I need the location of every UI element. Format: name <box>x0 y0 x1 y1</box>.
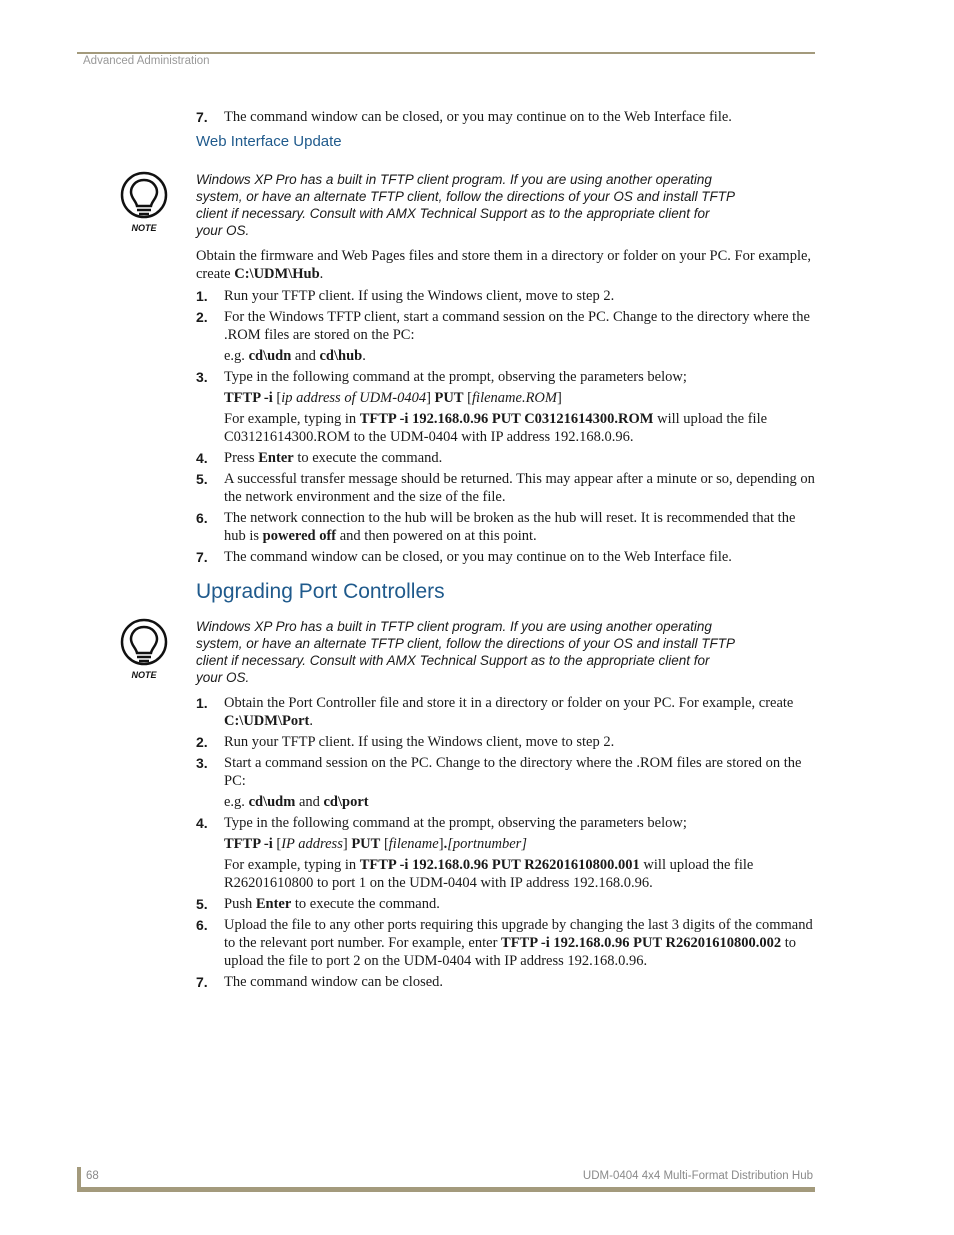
step-number: 2. <box>196 309 208 325</box>
step-text: Run your TFTP client. If using the Windows client, move to step 2. <box>224 734 615 750</box>
step-number: 7. <box>196 974 208 990</box>
list-item <box>196 733 816 751</box>
example-text: will upload the file C03121614300.ROM to the UDM-0404 with IP address 192.168.0.96. <box>224 411 768 445</box>
list-item <box>196 895 816 913</box>
step-number: 7. <box>196 549 208 565</box>
param-text: portnumber <box>452 836 522 852</box>
list-item <box>196 287 816 305</box>
step-text <box>224 449 816 467</box>
section-heading-port-controllers: Upgrading Port Controllers <box>196 580 445 603</box>
example-prefix: e.g. <box>224 348 249 364</box>
step-text <box>224 509 816 545</box>
step-text: The command window can be closed. <box>224 974 444 990</box>
step-text: A successful transfer message should be returned. This may appear after a minute or so, depending on the network environment and the size of the file. <box>224 471 815 505</box>
example-text: For example, typing in <box>224 411 360 427</box>
page-content <box>131 108 816 994</box>
step-example <box>224 410 816 446</box>
step-emphasis: powered off <box>262 528 337 544</box>
note-label: NOTE <box>131 670 157 680</box>
step-text-part: to execute the command. <box>293 450 443 466</box>
note-label: NOTE <box>131 223 157 233</box>
list-item <box>196 973 816 991</box>
list-item <box>196 470 816 506</box>
step-text-part: Obtain the Port Controller file and store it in a directory or folder on your PC. For example, create <box>224 695 794 711</box>
command-text: PUT <box>434 390 464 406</box>
step-number: 1. <box>196 695 208 711</box>
step-text <box>224 916 816 970</box>
command-text: cd\hub <box>319 348 363 364</box>
list-item <box>196 108 816 126</box>
step-text-part: Push <box>224 896 256 912</box>
command-text: cd\port <box>323 794 369 810</box>
step-number: 4. <box>196 450 208 466</box>
list-item <box>196 509 816 545</box>
note-text: Windows XP Pro has a built in TFTP client program. If you are using another operating system, or have an alternate TFTP client, follow the directions of your OS and install TFTP client if necessary. Consult with AMX Technical Support as to the appropriate client for your OS. <box>196 172 735 238</box>
step-example <box>224 793 816 811</box>
command-text: cd\udm <box>248 794 296 810</box>
command-text: TFTP -i <box>224 390 273 406</box>
path-text: C:\UDM\Port <box>224 713 310 729</box>
list-item <box>196 368 816 386</box>
example-end: . <box>362 348 366 364</box>
example-and: and <box>295 794 324 810</box>
step-number: 6. <box>196 917 208 933</box>
command-syntax: TFTP -i [IP address] PUT [filename].[portnumber] <box>224 836 527 852</box>
param-text: filename.ROM <box>472 390 557 406</box>
footer-title: UDM-0404 4x4 Multi-Format Distribution Hub <box>582 1170 813 1182</box>
step-number: 3. <box>196 755 208 771</box>
step-number: 2. <box>196 734 208 750</box>
list-item <box>196 754 816 790</box>
running-header: Advanced Administration <box>83 55 210 67</box>
page-number: 68 <box>86 1170 99 1182</box>
step-text: For the Windows TFTP client, start a command session on the PC. Change to the directory where the .ROM files are stored on the PC: <box>224 309 810 343</box>
list-item <box>196 694 816 730</box>
step-text: Run your TFTP client. If using the Windows client, move to step 2. <box>224 288 615 304</box>
step-example <box>224 347 816 365</box>
intro-paragraph <box>196 247 816 283</box>
param-text: ip address of UDM-0404 <box>281 390 427 406</box>
example-prefix: e.g. <box>224 794 249 810</box>
step-number: 5. <box>196 896 208 912</box>
step-text-part: Upload the file to any other ports requiring this upgrade by changing the last 3 digits of the command to the relevant port number. For example, enter <box>224 917 813 951</box>
step-text-part: Press <box>224 450 259 466</box>
note-block <box>131 618 736 686</box>
step-number: 7. <box>196 109 208 125</box>
step-text: The command window can be closed, or you may continue on to the Web Interface file. <box>224 109 732 125</box>
footer-rule <box>77 1187 815 1192</box>
step-text: The command window can be closed, or you may continue on to the Web Interface file. <box>224 549 732 565</box>
header-rule <box>77 52 815 54</box>
param-text: IP address <box>281 836 343 852</box>
step-text-part: . <box>309 713 313 729</box>
step-text-part: and then powered on at this point. <box>336 528 537 544</box>
note-block <box>131 171 736 239</box>
note-text: Windows XP Pro has a built in TFTP client program. If you are using another operating system, or have an alternate TFTP client, follow the directions of your OS and install TFTP client if necessary. Consult with AMX Technical Support as to the appropriate client for your OS. <box>196 619 735 685</box>
list-item <box>196 548 816 566</box>
command-text: . <box>443 836 448 852</box>
lightbulb-note-icon <box>120 171 168 233</box>
step-text <box>224 895 816 913</box>
command-text: TFTP -i <box>224 836 273 852</box>
step-number: 6. <box>196 510 208 526</box>
list-item <box>196 308 816 344</box>
intro-path: C:\UDM\Hub <box>234 266 320 282</box>
list-item <box>196 449 816 467</box>
step-number: 3. <box>196 369 208 385</box>
step-text <box>224 694 816 730</box>
list-item <box>196 814 816 832</box>
lightbulb-note-icon <box>120 618 168 680</box>
command-syntax: TFTP -i [ip address of UDM-0404] PUT [filename.ROM] <box>224 390 562 406</box>
step-text: Type in the following command at the prompt, observing the parameters below; <box>224 815 687 831</box>
command-text: TFTP -i 192.168.0.96 PUT C03121614300.ROM <box>359 411 654 427</box>
command-text: cd\udn <box>248 348 292 364</box>
intro-end: . <box>319 266 324 282</box>
step-number: 5. <box>196 471 208 487</box>
key-name: Enter <box>258 450 294 466</box>
step-text: Start a command session on the PC. Change to the directory where the .ROM files are stored on the PC: <box>224 755 802 789</box>
step-example <box>224 856 816 892</box>
command-text: PUT <box>351 836 381 852</box>
step-text-part: to execute the command. <box>291 896 440 912</box>
step-number: 1. <box>196 288 208 304</box>
intro-text: Obtain the firmware and Web Pages files and store them in a directory or folder on your PC. For example, create <box>196 248 812 282</box>
list-item <box>196 916 816 970</box>
example-and: and <box>291 348 320 364</box>
command-text: TFTP -i 192.168.0.96 PUT R26201610800.002 <box>501 935 782 951</box>
key-name: Enter <box>255 896 292 912</box>
step-text: Type in the following command at the prompt, observing the parameters below; <box>224 369 687 385</box>
section-heading-web-interface: Web Interface Update <box>196 133 342 150</box>
step-text-part: to upload the file to port 2 on the UDM-0404 with IP address 192.168.0.96. <box>224 935 797 969</box>
step-number: 4. <box>196 815 208 831</box>
command-text: TFTP -i 192.168.0.96 PUT R26201610800.001 <box>359 857 640 873</box>
example-text: For example, typing in <box>224 857 360 873</box>
param-text: filename <box>388 836 439 852</box>
example-text: will upload the file R26201610800 to port 1 on the UDM-0404 with IP address 192.168.0.96. <box>224 857 754 891</box>
step-text-part: The network connection to the hub will be broken as the hub will reset. It is recommended that the hub is <box>224 510 796 544</box>
